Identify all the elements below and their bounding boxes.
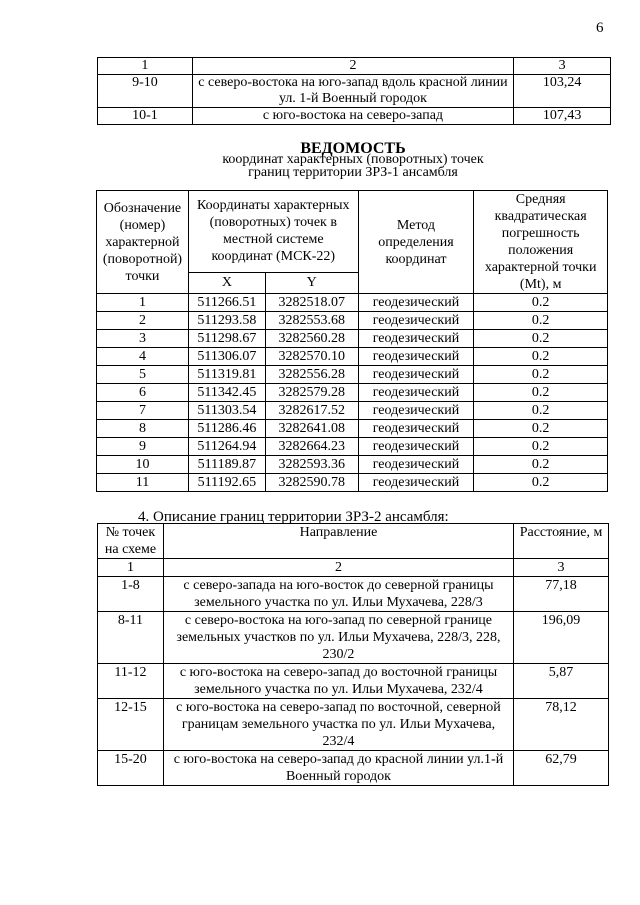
direction-cell: с юго-востока на северо-запад: [192, 108, 513, 125]
designation-header: Обозначение (номер) характерной (поворотной) точки: [97, 191, 189, 294]
distance-cell: 107,43: [514, 108, 611, 125]
points-cell: 8-11: [98, 612, 164, 664]
table-row: [98, 577, 609, 612]
y-cell: 3282553.68: [265, 312, 358, 330]
method-cell: геодезический: [358, 294, 474, 312]
point-number-cell: 10: [97, 456, 189, 474]
direction-cell: с северо-востока на юго-запад вдоль красной линии ул. 1-й Военный городок: [192, 75, 513, 108]
error-cell: 0.2: [474, 474, 608, 492]
boundary-header-row: [98, 524, 609, 559]
table-row: [97, 366, 608, 384]
x-cell: 511303.54: [188, 402, 265, 420]
x-cell: 511298.67: [188, 330, 265, 348]
error-cell: 0.2: [474, 456, 608, 474]
coords-header-row: [97, 191, 608, 273]
table-row: [98, 612, 609, 664]
x-cell: 511306.07: [188, 348, 265, 366]
points-cell: 9-10: [98, 75, 193, 108]
point-number-cell: 7: [97, 402, 189, 420]
table-row: [98, 751, 609, 786]
method-cell: геодезический: [358, 384, 474, 402]
y-cell: 3282518.07: [265, 294, 358, 312]
header-cell: 2: [163, 559, 513, 577]
table-row: [98, 108, 611, 125]
error-cell: 0.2: [474, 312, 608, 330]
y-header: Y: [265, 272, 358, 293]
section-4-title: 4. Описание границ территории ЗРЗ-2 ансамбля:: [138, 509, 449, 525]
table-row: [97, 456, 608, 474]
coords-header: Координаты характерных (поворотных) точек в местной системе координат (МСК-22): [188, 191, 358, 273]
header-cell: 2: [192, 58, 513, 75]
method-cell: геодезический: [358, 456, 474, 474]
y-cell: 3282570.10: [265, 348, 358, 366]
error-cell: 0.2: [474, 384, 608, 402]
header-cell: 1: [98, 58, 193, 75]
page-number: 6: [596, 20, 604, 36]
x-cell: 511192.65: [188, 474, 265, 492]
point-number-cell: 8: [97, 420, 189, 438]
method-cell: геодезический: [358, 474, 474, 492]
error-cell: 0.2: [474, 402, 608, 420]
error-cell: 0.2: [474, 348, 608, 366]
direction-header: Направление: [163, 524, 513, 559]
error-cell: 0.2: [474, 438, 608, 456]
x-cell: 511189.87: [188, 456, 265, 474]
boundary-number-row: [98, 559, 609, 577]
error-cell: 0.2: [474, 294, 608, 312]
error-cell: 0.2: [474, 366, 608, 384]
table-row: [97, 294, 608, 312]
point-number-cell: 6: [97, 384, 189, 402]
header-cell: 3: [514, 58, 611, 75]
method-cell: геодезический: [358, 438, 474, 456]
points-cell: 1-8: [98, 577, 164, 612]
method-header: Метод определения координат: [358, 191, 474, 294]
error-header: Средняя квадратическая погрешность положения характерной точки (Mt), м: [474, 191, 608, 294]
direction-cell: с северо-востока на юго-запад по северной границе земельных участков по ул. Ильи Мухачева, 228/3, 228, 230/2: [163, 612, 513, 664]
y-cell: 3282664.23: [265, 438, 358, 456]
error-cell: 0.2: [474, 420, 608, 438]
x-cell: 511266.51: [188, 294, 265, 312]
x-header: X: [188, 272, 265, 293]
method-cell: геодезический: [358, 402, 474, 420]
method-cell: геодезический: [358, 348, 474, 366]
boundary-table-continued: [97, 57, 611, 125]
zrz2-boundary-table: [97, 523, 609, 786]
table-row: [98, 699, 609, 751]
header-cell: 1: [98, 559, 164, 577]
point-number-cell: 1: [97, 294, 189, 312]
direction-cell: с юго-востока на северо-запад до красной линии ул.1-й Военный городок: [163, 751, 513, 786]
table-row: [97, 402, 608, 420]
x-cell: 511319.81: [188, 366, 265, 384]
points-cell: 10-1: [98, 108, 193, 125]
table-row: [97, 348, 608, 366]
method-cell: геодезический: [358, 420, 474, 438]
table-row: [97, 438, 608, 456]
distance-cell: 78,12: [514, 699, 609, 751]
points-cell: 12-15: [98, 699, 164, 751]
table-row: [98, 664, 609, 699]
table-row: [98, 75, 611, 108]
method-cell: геодезический: [358, 366, 474, 384]
x-cell: 511342.45: [188, 384, 265, 402]
table-row: [97, 384, 608, 402]
coordinates-table: [96, 190, 608, 492]
method-cell: геодезический: [358, 312, 474, 330]
points-header: № точек на схеме: [98, 524, 164, 559]
statement-title: ВЕДОМОСТЬ: [300, 140, 406, 157]
point-number-cell: 4: [97, 348, 189, 366]
y-cell: 3282641.08: [265, 420, 358, 438]
statement-subtitle-2: границ территории ЗРЗ-1 ансамбля: [248, 165, 458, 180]
distance-cell: 5,87: [514, 664, 609, 699]
y-cell: 3282579.28: [265, 384, 358, 402]
table-row: [97, 474, 608, 492]
distance-cell: 62,79: [514, 751, 609, 786]
distance-cell: 103,24: [514, 75, 611, 108]
y-cell: 3282617.52: [265, 402, 358, 420]
distance-cell: 196,09: [514, 612, 609, 664]
y-cell: 3282556.28: [265, 366, 358, 384]
x-cell: 511293.58: [188, 312, 265, 330]
point-number-cell: 3: [97, 330, 189, 348]
table-row: [97, 330, 608, 348]
y-cell: 3282560.28: [265, 330, 358, 348]
error-cell: 0.2: [474, 330, 608, 348]
points-cell: 11-12: [98, 664, 164, 699]
point-number-cell: 9: [97, 438, 189, 456]
y-cell: 3282593.36: [265, 456, 358, 474]
direction-cell: с юго-востока на северо-запад по восточной, северной границам земельного участка по ул. Ильи Мухачева, 232/4: [163, 699, 513, 751]
point-number-cell: 5: [97, 366, 189, 384]
statement-subtitle-1: координат характерных (поворотных) точек: [222, 152, 484, 167]
header-cell: 3: [514, 559, 609, 577]
distance-cell: 77,18: [514, 577, 609, 612]
method-cell: геодезический: [358, 330, 474, 348]
points-cell: 15-20: [98, 751, 164, 786]
table-row: [97, 312, 608, 330]
table-row: [97, 420, 608, 438]
y-cell: 3282590.78: [265, 474, 358, 492]
x-cell: 511264.94: [188, 438, 265, 456]
point-number-cell: 11: [97, 474, 189, 492]
direction-cell: с юго-востока на северо-запад до восточной границы земельного участка по ул. Ильи Мухачева, 232/4: [163, 664, 513, 699]
x-cell: 511286.46: [188, 420, 265, 438]
distance-header: Расстояние, м: [514, 524, 609, 559]
direction-cell: с северо-запада на юго-восток до северной границы земельного участка по ул. Ильи Мухачева, 228/3: [163, 577, 513, 612]
point-number-cell: 2: [97, 312, 189, 330]
table-header-row: [98, 58, 611, 75]
